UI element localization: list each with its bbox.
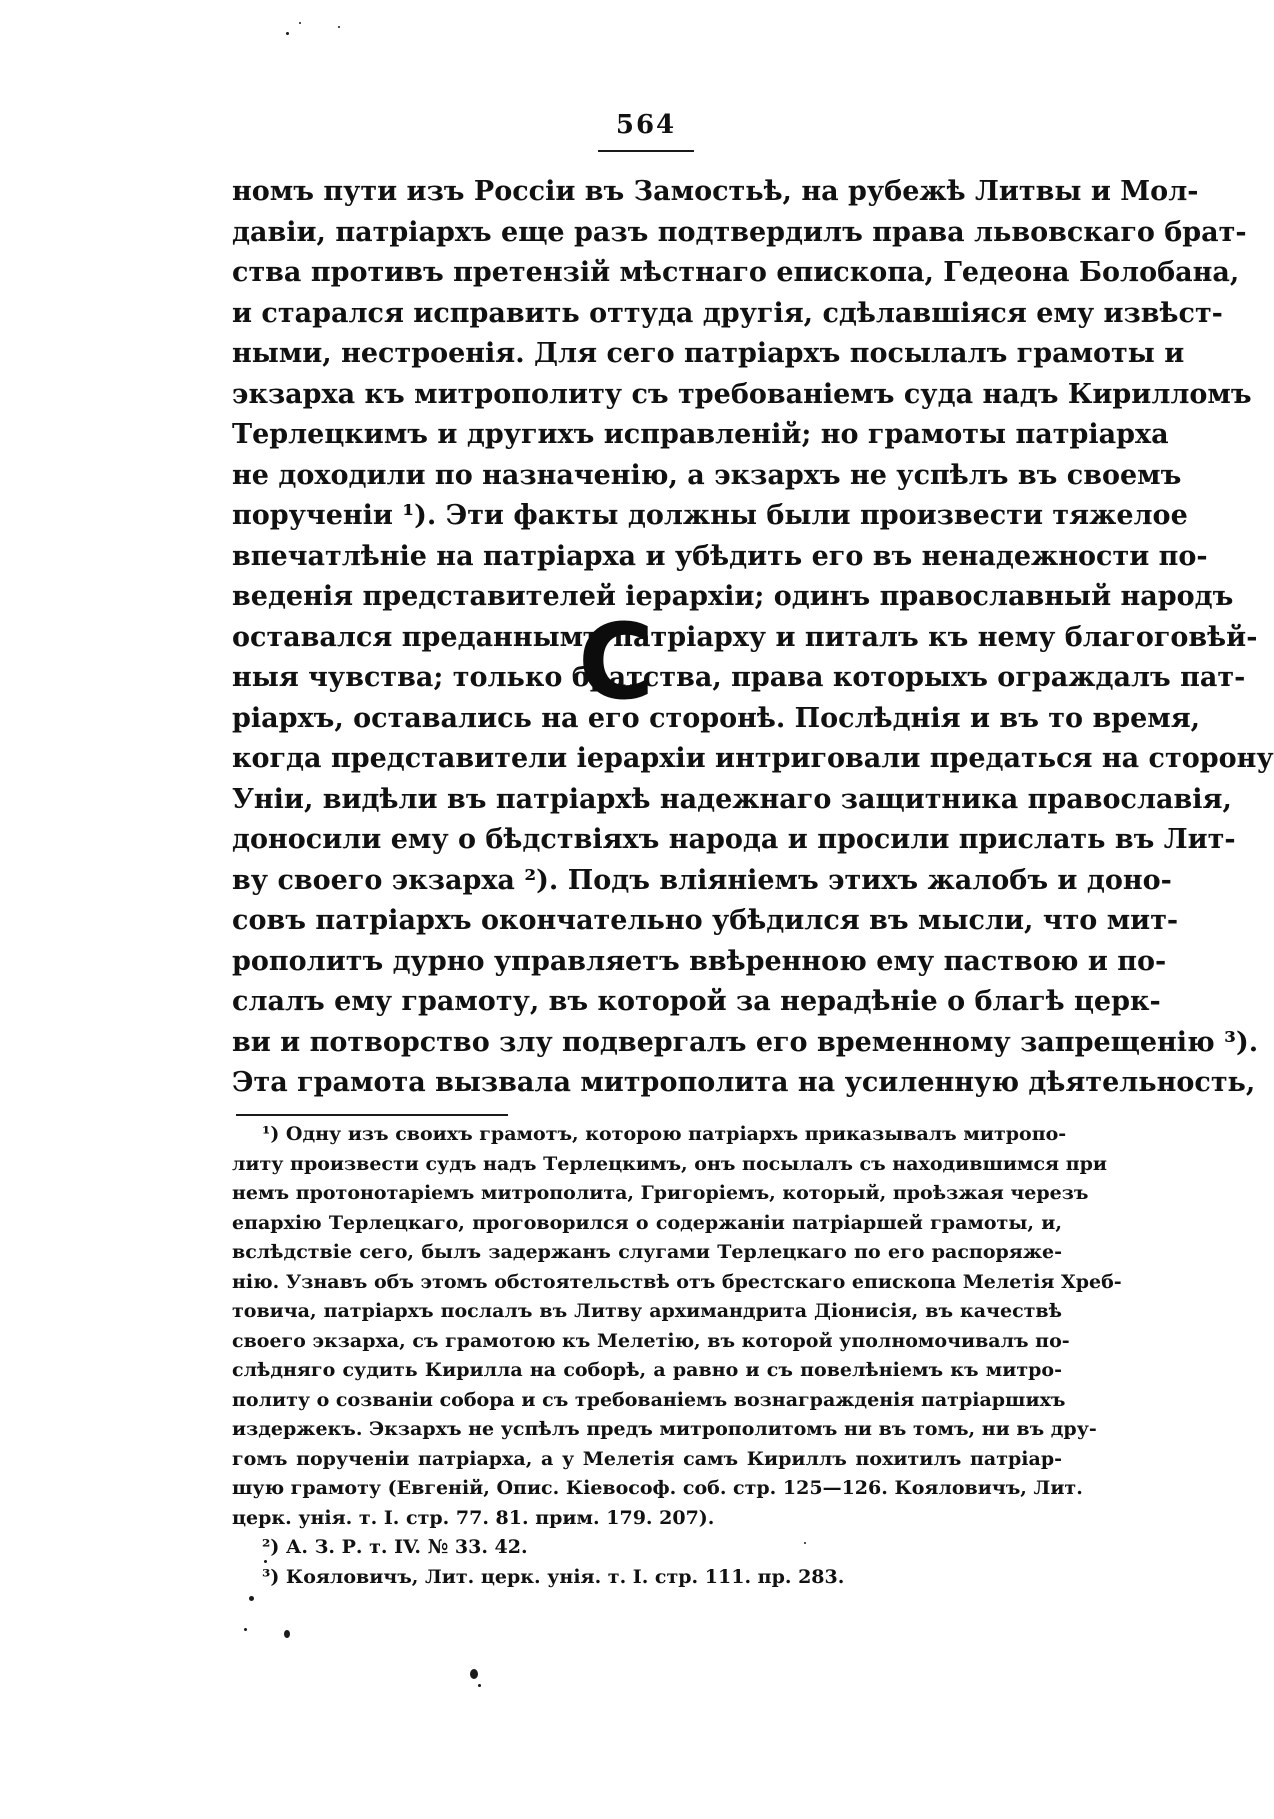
page-number: 564 xyxy=(615,110,677,140)
library-stamp: C xyxy=(578,601,655,723)
footnote-rule xyxy=(236,1114,508,1116)
footnote-line: ¹) Одну изъ своихъ грамотъ, которою патріархъ приказывалъ митропо- xyxy=(262,1123,1067,1145)
scan-speck xyxy=(804,1542,806,1544)
scan-speck xyxy=(284,1630,290,1638)
footnote-line: гомъ порученіи патріарха, а у Мелетія самъ Кириллъ похитилъ патріар- xyxy=(232,1447,1062,1470)
text-line: оставался преданнымъ патріарху и питалъ къ нему благоговѣй- xyxy=(232,621,1258,653)
footnote-line: нію. Узнавъ объ этомъ обстоятельствѣ отъ брестскаго епископа Мелетія Хреб- xyxy=(232,1270,1122,1293)
text-line: номъ пути изъ Россіи въ Замостьѣ, на рубежѣ Литвы и Мол- xyxy=(232,176,1199,207)
footnote-line: шую грамоту (Евгеній, Опис. Кіевософ. соб. стр. 125—126. Кояловичъ, Лит. xyxy=(232,1477,1083,1499)
text-line: веденія представителей іерархіи; одинъ православный народъ xyxy=(232,581,1234,612)
text-line: Терлецкимъ и другихъ исправленій; но грамоты патріарха xyxy=(232,419,1169,450)
text-line: когда представители іерархіи интриговали предаться на сторону xyxy=(232,743,1274,774)
scan-speck xyxy=(264,1560,267,1563)
footnote-line: вслѣдствіе сего, былъ задержанъ слугами Терлецкаго по его распоряже- xyxy=(232,1241,1062,1263)
text-line: слалъ ему грамоту, въ которой за нерадѣніе о благѣ церк- xyxy=(232,986,1161,1017)
footnote-line: ²) А. З. Р. т. IV. № 33. 42. xyxy=(262,1536,528,1558)
scan-speck xyxy=(470,1669,478,1679)
text-line: экзарха къ митрополиту съ требованіемъ суда надъ Кирилломъ xyxy=(232,378,1252,410)
scan-speck xyxy=(478,1684,481,1687)
text-line: ву своего экзарха ²). Подъ вліяніемъ этихъ жалобъ и доно- xyxy=(232,864,1172,896)
footnote-line: церк. унія. т. I. стр. 77. 81. прим. 179. 207). xyxy=(232,1506,715,1529)
text-line: ріархъ, оставались на его сторонѣ. Послѣднія и въ то время, xyxy=(232,702,1201,734)
text-line: давіи, патріархъ еще разъ подтвердилъ права львовскаго брат- xyxy=(232,216,1247,248)
text-line: совъ патріархъ окончательно убѣдился въ мысли, что мит- xyxy=(232,905,1179,936)
page-number-rule xyxy=(598,150,694,152)
footnote-line: политу о созваніи собора и съ требованіемъ вознагражденія патріаршихъ xyxy=(232,1388,1066,1411)
text-line: не доходили по назначенію, а экзархъ не успѣлъ въ своемъ xyxy=(232,459,1182,491)
text-line: Эта грамота вызвала митрополита на усиленную дѣятельность, xyxy=(232,1067,1256,1098)
text-line: рополитъ дурно управляетъ ввѣренною ему паствою и по- xyxy=(232,945,1167,977)
footnote-line: епархію Терлецкаго, проговорился о содержаніи патріаршей грамоты, и, xyxy=(232,1211,1062,1234)
footnotes xyxy=(232,1120,1122,1592)
text-line: порученіи ¹). Эти факты должны были произвести тяжелое xyxy=(232,500,1188,531)
text-line: Уніи, видѣли въ патріархѣ надежнаго защитника православія, xyxy=(232,783,1232,815)
scan-speck xyxy=(244,1628,247,1631)
scan-speck xyxy=(299,22,301,24)
text-line: ными, нестроенія. Для сего патріархъ посылалъ грамоты и xyxy=(232,338,1185,369)
text-line: ства противъ претензій мѣстнаго епископа, Гедеона Болобана, xyxy=(232,257,1240,288)
text-line: ви и потворство злу подвергалъ его временному запрещенію ³). xyxy=(232,1026,1259,1058)
footnote-line: слѣдняго судить Кирилла на соборѣ, а равно и съ повелѣніемъ къ митро- xyxy=(232,1359,1062,1381)
footnote-line: ³) Кояловичъ, Лит. церк. унія. т. I. стр. 111. пр. 283. xyxy=(262,1565,845,1588)
footnote-line: товича, патріархъ послалъ въ Литву архимандрита Діонисія, въ качествѣ xyxy=(232,1300,1062,1322)
text-line: ныя чувства; только братства, права которыхъ ограждалъ пат- xyxy=(232,662,1246,693)
scan-speck xyxy=(286,32,289,35)
scan-speck xyxy=(338,26,340,28)
text-line: доносили ему о бѣдствіяхъ народа и просили прислать въ Лит- xyxy=(232,824,1236,855)
footnote-line: своего экзарха, съ грамотою къ Мелетію, въ которой уполномочивалъ по- xyxy=(232,1329,1070,1352)
footnote-line: издержекъ. Экзархъ не успѣлъ предъ митрополитомъ ни въ томъ, ни въ дру- xyxy=(232,1418,1097,1440)
scan-speck xyxy=(249,1596,254,1601)
text-line: и старался исправить оттуда другія, сдѣлавшіяся ему извѣст- xyxy=(232,297,1223,329)
footnote-line: литу произвести судъ надъ Терлецкимъ, онъ посылалъ съ находившимся при xyxy=(232,1152,1107,1175)
text-line: впечатлѣніе на патріарха и убѣдить его въ ненадежности по- xyxy=(232,540,1208,572)
footnote-line: немъ протонотаріемъ митрополита, Григоріемъ, который, проѣзжая черезъ xyxy=(232,1182,1089,1204)
